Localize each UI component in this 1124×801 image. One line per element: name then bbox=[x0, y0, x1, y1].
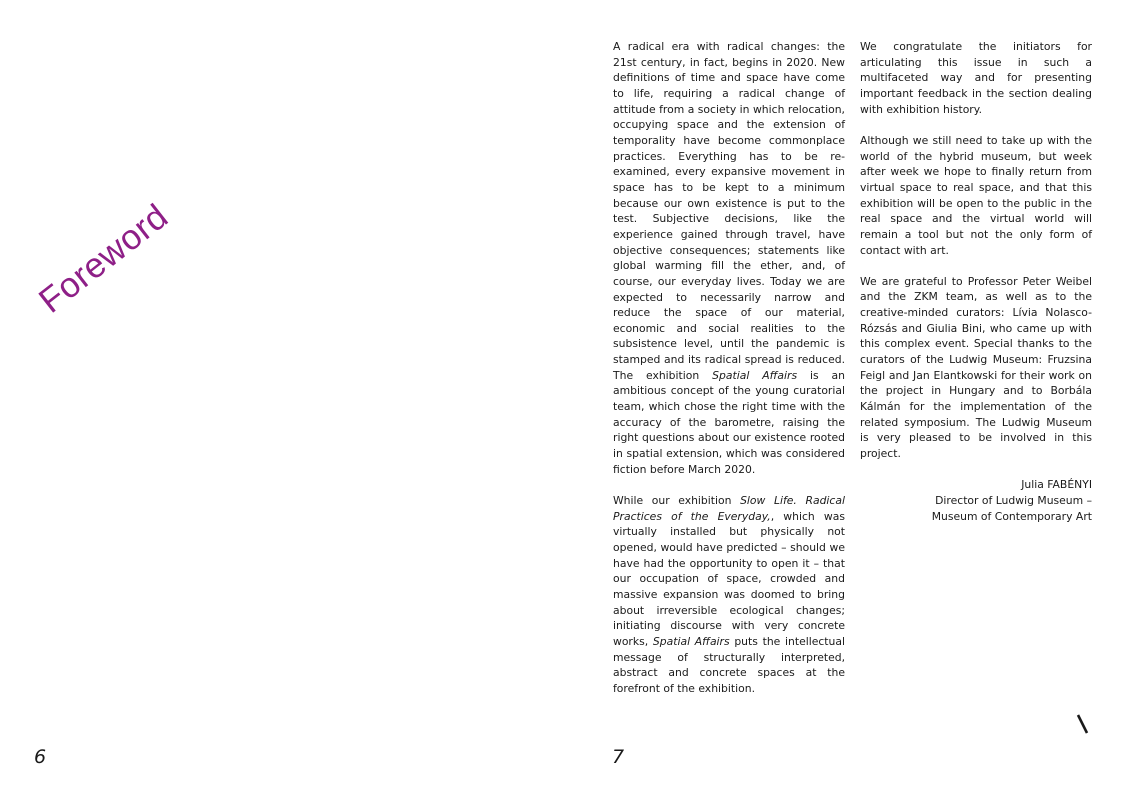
signature-role: Director of Ludwig Museum – bbox=[935, 493, 1092, 507]
exhibition-title: Slow Life. Radical Practices of the Everyday, bbox=[613, 494, 845, 523]
paragraph: We are grateful to Professor Peter Weibel and the ZKM team, as well as to the creative-minded curators: Lívia Nolasco-Rózsás and Giulia Bini, who came up with this complex event. Special thanks to the curators of the Ludwig Museum: Fruzsina Feigl and Jan Elantkowski for their work on the project in Hungary and to Borbála Kálmán for the implementation of the related symposium. The Ludwig Museum is very pleased to be involved in this project. bbox=[860, 274, 1092, 461]
paragraph-text: , which was virtually installed but physically not opened, would have predicted – should we have had the opportunity to open it – that our occupation of space, crowded and massive expansion was doomed to bring about irreversible ecological changes; initiating discourse with very concrete works, bbox=[613, 509, 845, 648]
signature-name: Julia FABÉNYI bbox=[1021, 478, 1092, 492]
paragraph-text: is an ambitious concept of the young curatorial team, which chose the right time with the accuracy of the barometre, raising the right questions about our existence rooted in spatial extension, which was considered fiction before March 2020. bbox=[613, 368, 846, 476]
paragraph: Although we still need to take up with the world of the hybrid museum, but week after week we hope to finally return from virtual space to real space, and that this exhibition will be open to the public in the real space and the virtual world will remain a tool but not the only form of contact with art. bbox=[860, 133, 1092, 257]
text-column-1 bbox=[613, 39, 845, 712]
page-number-left: 6 bbox=[34, 746, 47, 768]
text-column-2 bbox=[860, 39, 1092, 524]
paragraph bbox=[613, 493, 845, 697]
paragraph bbox=[613, 39, 845, 477]
signature bbox=[860, 477, 1092, 524]
exhibition-title: Spatial Affairs bbox=[652, 634, 730, 648]
exhibition-title: Spatial Affairs bbox=[712, 368, 798, 382]
paragraph-text: While our exhibition bbox=[613, 494, 741, 508]
paragraph-text: A radical era with radical changes: the 21st century, in fact, begins in 2020. New definitions of time and space have come to life, requiring a radical change of attitude from a society in which relocation, occupying space and the extension of temporality have become commonplace practices. Everything has to be re-examined, every expansive movement in space has to be kept to a minimum because our own existence is put to the test. Subjective decisions, like the experience gained through travel, have objective consequences; statements like global warming fill the ether, and, of course, our everyday lives. Today we are expected to necessarily narrow and reduce the space of our material, economic and social realities to the subsistence level, until the pandemic is stamped and its radical spread is reduced. The exhibition bbox=[613, 40, 845, 382]
backslash-arrow-icon bbox=[1070, 712, 1094, 736]
paragraph: We congratulate the initiators for articulating this issue in such a multifaceted way and for presenting important feedback in the section dealing with exhibition history. bbox=[860, 40, 1092, 116]
page-number-right: 7 bbox=[612, 746, 625, 768]
foreword-title: Foreword bbox=[31, 196, 176, 321]
paragraph-text: puts the intellectual message of structurally interpreted, abstract and concrete spaces at the forefront of the exhibition. bbox=[613, 634, 845, 695]
signature-role: Museum of Contemporary Art bbox=[931, 509, 1092, 523]
